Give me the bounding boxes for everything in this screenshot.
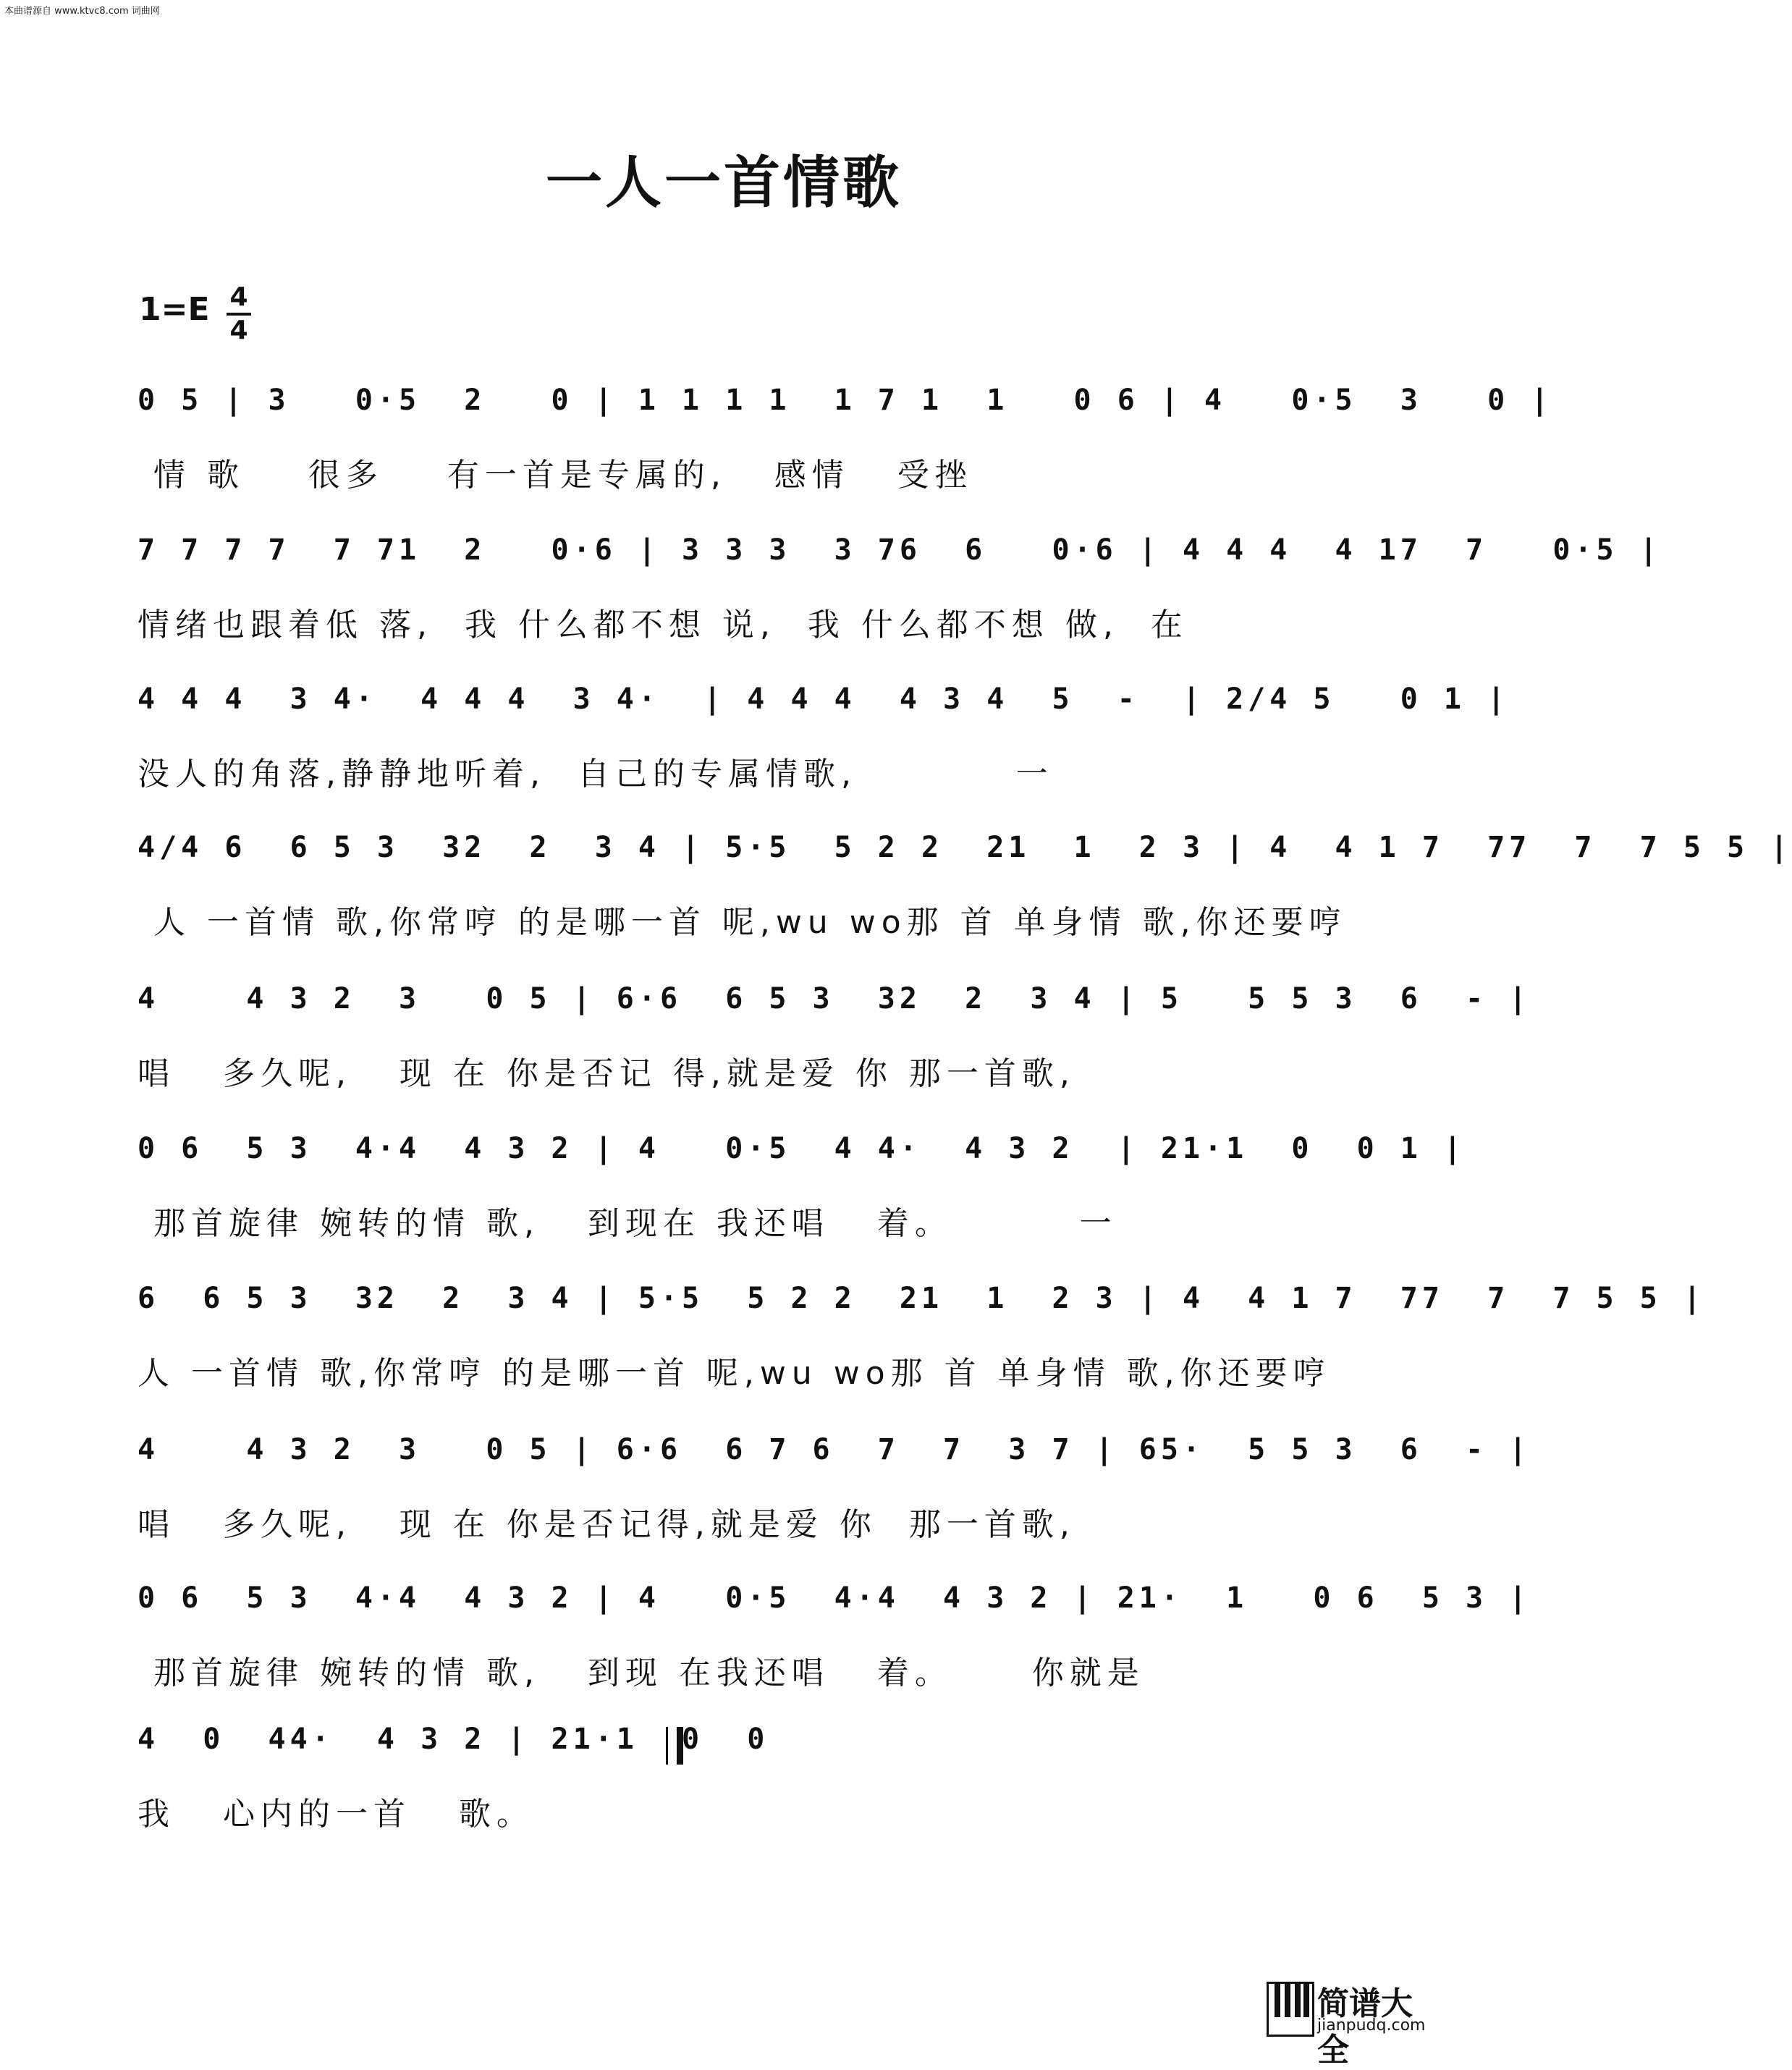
lyrics-row: 情绪也跟着低 落, 我 什么都不想 说, 我 什么都不想 做, 在: [138, 607, 1188, 643]
score-line: [138, 982, 1531, 1098]
score-line: [138, 1581, 1531, 1697]
notation-row: 4 4 3 2 3 0 5 | 6·6 6 5 3 32 2 3 4 | 5 5 5 3 6 - |: [138, 982, 1531, 1015]
score-line: [138, 683, 1510, 798]
notation-row: 0 6 5 3 4·4 4 3 2 | 4 0·5 4·4 4 3 2 | 21· 1 0 6 5 3 |: [138, 1581, 1531, 1615]
score-line: [138, 1433, 1531, 1549]
lyrics-row: 那首旋律 婉转的情 歌, 到现 在我还唱 着。 你就是: [138, 1655, 1145, 1691]
notation-row: 0 5 | 3 0·5 2 0 | 1 1 1 1 1 7 1 1 0 6 | 4 0·5 3 0 |: [138, 384, 1553, 417]
lyrics-row: 人 一首情 歌,你常哼 的是哪一首 呢,wu wo那 首 单身情 歌,你还要哼: [138, 1355, 1331, 1392]
lyrics-row: 那首旋律 婉转的情 歌, 到现在 我还唱 着。 一: [138, 1205, 1117, 1242]
notation-row: 4 0 44· 4 3 2 | 21·1 0 0: [138, 1723, 769, 1756]
lyrics-row: 我 心内的一首 歌。: [138, 1796, 534, 1833]
final-barline: [666, 1727, 683, 1765]
song-title: 一人一首情歌: [545, 151, 902, 216]
score-line: [138, 831, 1792, 947]
time-signature-bottom: 4: [229, 316, 248, 345]
notation-row: 7 7 7 7 7 71 2 0·6 | 3 3 3 3 76 6 0·6 | 4 4 4 4 17 7 0·5 |: [138, 533, 1662, 567]
notation-row: 4 4 3 2 3 0 5 | 6·6 6 7 6 7 7 3 7 | 65· 5 5 3 6 - |: [138, 1433, 1531, 1466]
score-line: [138, 533, 1662, 649]
lyrics-row: 人 一首情 歌,你常哼 的是哪一首 呢,wu wo那 首 单身情 歌,你还要哼: [138, 904, 1347, 941]
notation-row: 4 4 4 3 4· 4 4 4 3 4· | 4 4 4 4 3 4 5 - | 2/4 5 0 1 |: [138, 683, 1510, 716]
time-signature: [224, 284, 253, 345]
lyrics-row: 唱 多久呢, 现 在 你是否记得,就是爱 你 那一首歌,: [138, 1506, 1075, 1543]
lyrics-row: 没人的角落,静静地听着, 自己的专属情歌, 一: [138, 756, 1054, 793]
notation-row: 0 6 5 3 4·4 4 3 2 | 4 0·5 4 4· 4 3 2 | 21·1 0 0 1 |: [138, 1132, 1466, 1165]
logo-url: jianpudq.com: [1317, 2016, 1426, 2035]
piano-icon: [1267, 1982, 1314, 2037]
lyrics-row: 情 歌 很多 有一首是专属的, 感情 受挫: [138, 457, 973, 494]
time-signature-top: 4: [229, 282, 248, 312]
key-signature: 1=E: [139, 291, 210, 328]
score-line: [138, 384, 1553, 499]
source-note: 本曲谱源自 www.ktvc8.com 词曲网: [4, 6, 160, 17]
notation-row: 6 6 5 3 32 2 3 4 | 5·5 5 2 2 21 1 2 3 | 4 4 1 7 77 7 7 5 5 |: [138, 1282, 1705, 1315]
notation-row: 4/4 6 6 5 3 32 2 3 4 | 5·5 5 2 2 21 1 2 3 | 4 4 1 7 77 7 7 5 5 |: [138, 831, 1792, 864]
lyrics-row: 唱 多久呢, 现 在 你是否记 得,就是爱 你 那一首歌,: [138, 1055, 1075, 1092]
score-line: [138, 1132, 1466, 1248]
logo-text: 简谱大全: [1317, 1985, 1413, 2069]
site-logo: [1267, 1977, 1433, 2069]
score-line: [138, 1282, 1705, 1398]
score-line: [138, 1723, 1314, 1838]
